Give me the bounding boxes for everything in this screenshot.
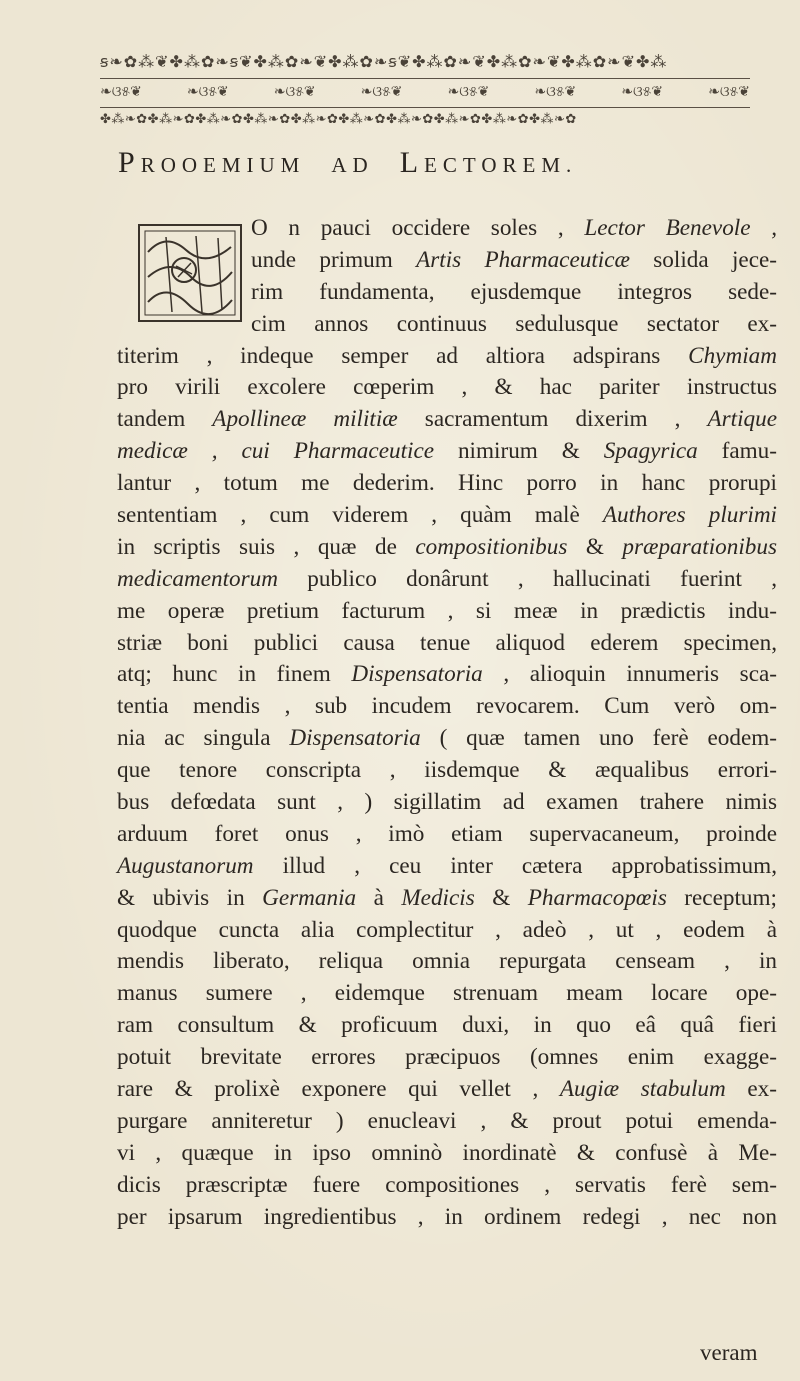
text-line: ram consultum & proficuum duxi, in quo eâ quâ fieri — [117, 1012, 777, 1039]
text-line: tentia mendis , sub incudem revocarem. Cum verò om- — [117, 693, 777, 720]
text-line: unde primum Artis Pharmaceuticæ solida jece- — [251, 246, 777, 273]
catchword: veram — [700, 1340, 758, 1365]
text-line: Augustanorum illud , ceu inter cætera approbatissimum, — [117, 852, 777, 879]
page-title — [118, 146, 758, 180]
text-line: sententiam , cum viderem , quàm malè Authores plurimi — [117, 502, 778, 529]
text-line: lantur , totum me dederim. Hinc porro in hanc prorupi — [117, 470, 777, 497]
rule-top — [100, 78, 750, 79]
ornament-band-middle — [100, 84, 750, 104]
title-initial-l: L — [399, 146, 425, 179]
text-line: bus defœdata sunt , ) sigillatim ad examen trahere nimis — [117, 789, 777, 816]
text-line: titerim , indeque semper ad altiora adspirans Chymiam — [117, 342, 777, 369]
ornament-unit: ❧ଓ୫❦ — [534, 84, 577, 100]
text-line: mendis liberato, reliqua omnia repurgata censeam , in — [117, 948, 777, 975]
title-word-ectorem: ECTOREM. — [424, 153, 578, 177]
title-initial-p: P — [118, 146, 141, 179]
text-line: quodque cuncta alia complectitur , adeò , ut , eodem à — [117, 916, 777, 943]
ornament-unit: ❧ଓ୫❦ — [708, 84, 750, 100]
text-line: tandem Apollineæ militiæ sacramentum dixerim , Artique — [117, 406, 777, 433]
text-line: potuit brevitate errores præcipuos (omnes enim exagge- — [117, 1044, 777, 1071]
title-word-ad: AD — [331, 153, 374, 177]
text-line: striæ boni publici causa tenue aliquod ederem specimen, — [117, 629, 777, 656]
ornament-unit: ❧ଓ୫❦ — [447, 84, 490, 100]
text-line: medicamentorum publico donârunt , hallucinati fuerint , — [117, 565, 777, 592]
ornament-band-top: ꞩ❧✿⁂❦✤⁂✿❧ꞩ❦✤⁂✿❧❦✤⁂✿❧ꞩ❦✤⁂✿❧❦✤⁂✿❧❦✤⁂✿❧❦✤⁂ — [100, 52, 668, 71]
text-line: que tenore conscripta , iisdemque & æqualibus errori- — [117, 757, 777, 784]
text-line: purgare anniteretur ) enucleavi , & prout potui emenda- — [117, 1107, 777, 1134]
text-line: dicis præscriptæ fuere compositiones , servatis ferè sem- — [117, 1171, 777, 1198]
ornament-unit: ❧ଓ୫❦ — [186, 84, 229, 100]
text-line: arduum foret onus , imò etiam supervacaneum, proinde — [117, 820, 777, 847]
text-line: me operæ pretium facturum , si meæ in prædictis indu- — [117, 597, 777, 624]
ornament-unit: ❧ଓ୫❦ — [273, 84, 316, 100]
text-line: manus sumere , eidemque strenuam meam locare ope- — [117, 980, 777, 1007]
text-line: in scriptis suis , quæ de compositionibus & præparationibus — [117, 533, 777, 560]
text-line: atq; hunc in finem Dispensatoria , alioquin innumeris sca- — [117, 661, 778, 688]
ornament-unit: ❧ଓ୫❦ — [621, 84, 664, 100]
ornament-band-bottom: ✤⁂❧✿✤⁂❧✿✤⁂❧✿✤⁂❧✿✤⁂❧✿✤⁂❧✿✤⁂❧✿✤⁂❧✿✤⁂❧✿✤⁂❧✿ — [100, 112, 577, 127]
text-line: O n pauci occidere soles , Lector Benevole , — [251, 215, 778, 241]
rule-middle — [100, 107, 750, 108]
ornament-unit: ❧ଓ୫❦ — [360, 84, 403, 100]
text-line: nia ac singula Dispensatoria ( quæ tamen uno ferè eodem- — [117, 725, 777, 752]
text-line: vi , quæque in ipso omninò inordinatè & confusè à Me- — [117, 1139, 777, 1166]
body-text — [117, 213, 777, 1234]
title-word-roemium: ROOEMIUM — [140, 153, 306, 177]
text-line: per ipsarum ingredientibus , in ordinem redegi , nec non — [117, 1203, 777, 1230]
text-line: rare & prolixè exponere qui vellet , Augiæ stabulum ex- — [117, 1076, 777, 1103]
ornament-unit: ❧ଓ୫❦ — [100, 84, 142, 100]
text-line: cim annos continuus sedulusque sectator ex- — [251, 310, 777, 337]
text-line: pro virili excolere cœperim , & hac pariter instructus — [117, 374, 777, 401]
text-line: & ubivis in Germania à Medicis & Pharmacopœis receptum; — [117, 884, 777, 911]
text-line: rim fundamenta, ejusdemque integros sede- — [251, 278, 777, 305]
text-line: medicæ , cui Pharmaceutice nimirum & Spagyrica famu- — [117, 438, 777, 465]
